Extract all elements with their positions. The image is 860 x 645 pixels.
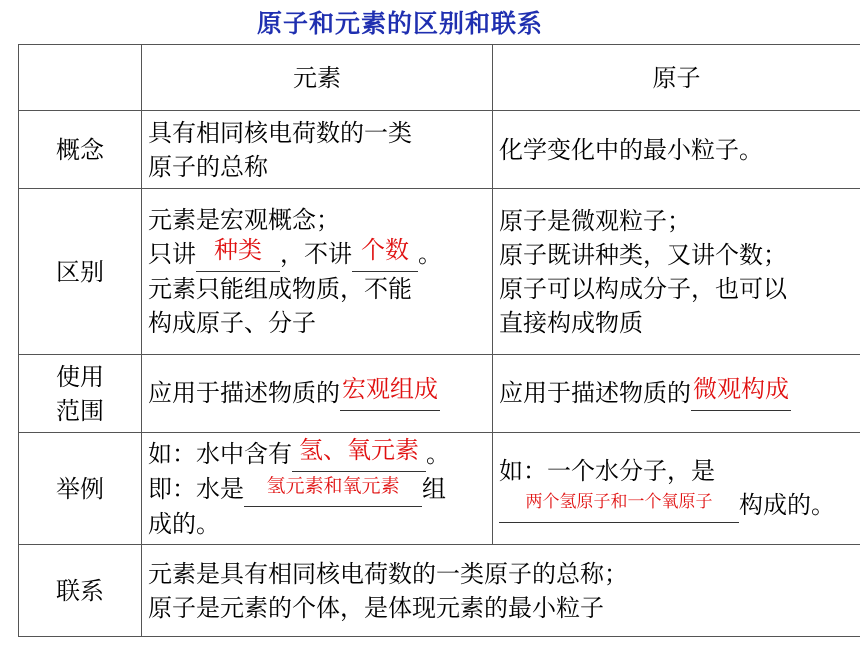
answer-micro: 微观构成 bbox=[693, 375, 789, 403]
example-element-line1 bbox=[148, 437, 486, 472]
difference-atom-line4: 直接构成物质 bbox=[499, 308, 643, 337]
difference-element-line1: 元素是宏观概念； bbox=[148, 206, 340, 234]
usage-element-text: 应用于描述物质的 bbox=[148, 379, 340, 407]
example-element-text2: 即：水是 bbox=[148, 474, 244, 503]
example-atom-line2 bbox=[499, 488, 854, 523]
header-atom: 原子 bbox=[493, 45, 860, 111]
fill-blank-micro bbox=[691, 376, 791, 411]
row-label-usage bbox=[19, 355, 142, 433]
concept-element-line2: 原子的总称 bbox=[148, 152, 268, 181]
page-title: 原子和元素的区别和联系 bbox=[256, 9, 543, 38]
row-label-relation: 联系 bbox=[19, 545, 142, 637]
table-header-row bbox=[19, 45, 860, 111]
answer-h-o: 氢、氧元素 bbox=[299, 435, 419, 464]
example-element-cell bbox=[142, 433, 493, 545]
answer-kind: 种类 bbox=[214, 236, 262, 264]
row-label-concept: 概念 bbox=[19, 111, 142, 189]
fill-blank-count bbox=[352, 237, 418, 272]
example-element-line3: 成的。 bbox=[148, 509, 220, 538]
row-label-usage-line2: 范围 bbox=[56, 396, 104, 425]
difference-text-end: 。 bbox=[418, 240, 442, 268]
table-row-relation bbox=[19, 545, 860, 637]
usage-element-cell bbox=[142, 355, 493, 433]
row-label-usage-line1: 使用 bbox=[56, 362, 104, 391]
example-atom-text-end: 构成的。 bbox=[739, 491, 835, 519]
fill-blank-macro bbox=[340, 376, 440, 411]
example-element-text1: 如：水中含有 bbox=[148, 439, 292, 468]
difference-element-cell bbox=[142, 189, 493, 355]
difference-element-line2 bbox=[148, 237, 486, 272]
table-row-example bbox=[19, 433, 860, 545]
difference-text-mid: ，不讲 bbox=[280, 240, 352, 268]
concept-atom-cell: 化学变化中的最小粒子。 bbox=[493, 111, 860, 189]
relation-line1: 元素是具有相同核电荷数的一类原子的总称； bbox=[148, 559, 628, 588]
concept-element-cell bbox=[142, 111, 493, 189]
fill-blank-h-o bbox=[292, 437, 426, 472]
difference-element-line3: 元素只能组成物质，不能 bbox=[148, 275, 412, 303]
example-atom-line1: 如：一个水分子，是 bbox=[499, 457, 715, 485]
table-row-concept bbox=[19, 111, 860, 189]
relation-line2: 原子是元素的个体，是体现元素的最小粒子 bbox=[148, 593, 604, 622]
fill-blank-kind bbox=[196, 237, 280, 272]
row-label-example: 举例 bbox=[19, 433, 142, 545]
answer-atoms: 两个氢原子和一个氧原子 bbox=[525, 492, 713, 512]
example-element-line2 bbox=[148, 472, 486, 507]
row-label-difference: 区别 bbox=[19, 189, 142, 355]
table-row-usage bbox=[19, 355, 860, 433]
usage-atom-cell bbox=[493, 355, 860, 433]
fill-blank-atoms bbox=[499, 488, 739, 523]
difference-atom-line2: 原子既讲种类，又讲个数； bbox=[499, 240, 787, 269]
comparison-table bbox=[18, 44, 860, 637]
header-empty-cell bbox=[19, 45, 142, 111]
table-row-difference bbox=[19, 189, 860, 355]
difference-element-line4: 构成原子、分子 bbox=[148, 309, 316, 337]
example-atom-cell bbox=[493, 433, 860, 545]
example-element-text1-end: 。 bbox=[426, 439, 450, 468]
answer-macro: 宏观组成 bbox=[342, 375, 438, 403]
difference-atom-line3: 原子可以构成分子，也可以 bbox=[499, 274, 787, 303]
answer-count: 个数 bbox=[361, 236, 409, 264]
difference-text-pre: 只讲 bbox=[148, 240, 196, 268]
answer-h-o-elements: 氢元素和氧元素 bbox=[266, 474, 400, 497]
relation-cell bbox=[142, 545, 860, 637]
fill-blank-h-o-elements bbox=[244, 472, 422, 507]
concept-element-line1: 具有相同核电荷数的一类 bbox=[148, 118, 412, 147]
difference-atom-line1: 原子是微观粒子； bbox=[499, 206, 691, 235]
usage-atom-text: 应用于描述物质的 bbox=[499, 379, 691, 407]
difference-atom-cell bbox=[493, 189, 860, 355]
header-element: 元素 bbox=[142, 45, 493, 111]
example-element-text2-end: 组 bbox=[422, 474, 446, 503]
